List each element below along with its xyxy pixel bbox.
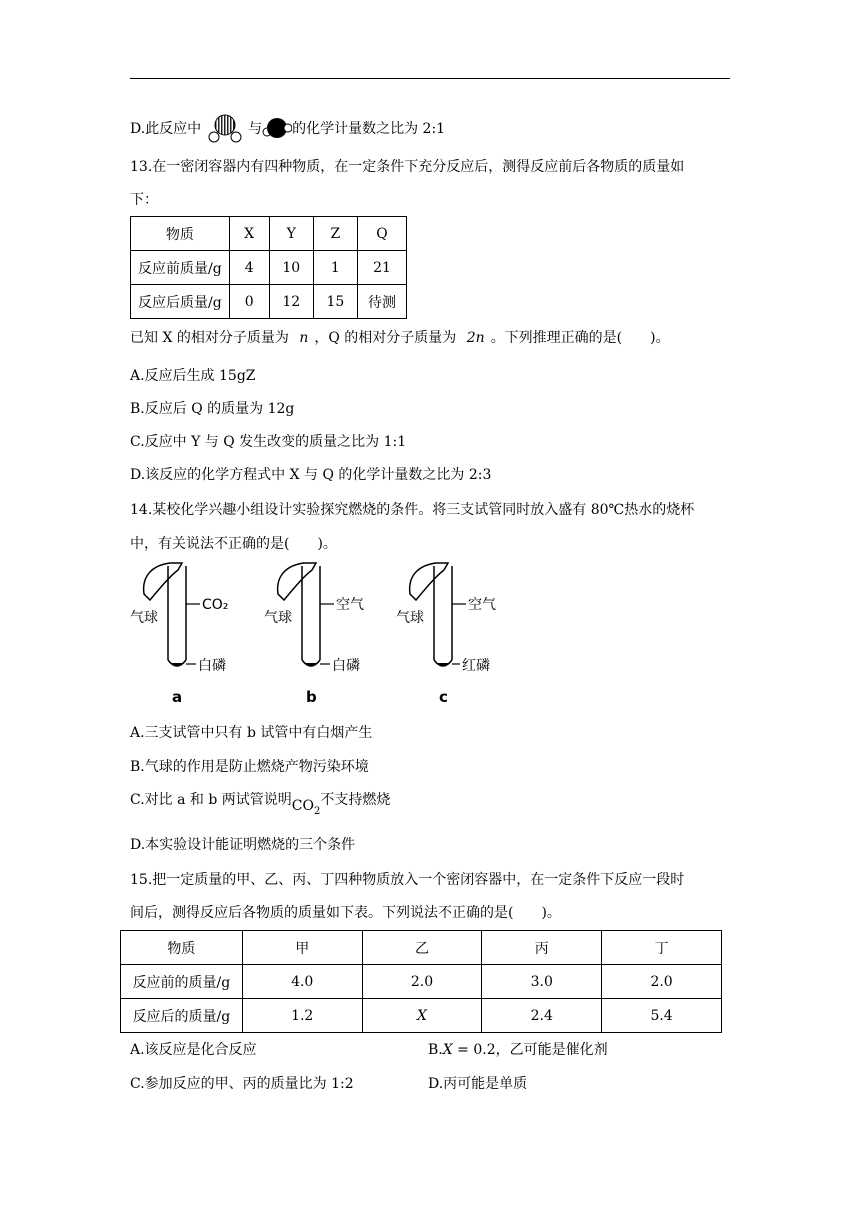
- table-header-cell: Q: [357, 217, 406, 251]
- gas-label: 空气: [336, 597, 364, 613]
- table-header-cell: 物质: [121, 931, 243, 965]
- table-cell: 10: [269, 251, 313, 285]
- balloon-label: 气球: [396, 610, 424, 626]
- table-header-cell: Z: [313, 217, 357, 251]
- solid-label: 白磷: [332, 658, 360, 674]
- test-tube-c: [396, 563, 496, 706]
- balloon-icon: [144, 563, 182, 600]
- solid-label: 白磷: [198, 658, 226, 674]
- table-cell: 21: [357, 251, 406, 285]
- test-tube-a: [130, 563, 228, 706]
- table-row: [121, 965, 722, 999]
- q14-option-a: A.三支试管中只有 b 试管中有白烟产生: [130, 725, 373, 741]
- balloon-icon: [278, 563, 316, 600]
- table-cell: 12: [269, 285, 313, 319]
- tube-id: b: [306, 688, 317, 706]
- phosphorus-icon: [436, 663, 450, 667]
- q14-option-c: C.对比 a 和 b 两试管说明$CO_2$不支持燃烧: [130, 792, 391, 817]
- table-header-cell: 丙: [482, 931, 602, 965]
- table-cell: 4: [229, 251, 269, 285]
- table-cell: 0: [229, 285, 269, 319]
- table-header-row: [121, 931, 722, 965]
- balloon-icon: [410, 563, 448, 600]
- table-cell: 4.0: [242, 965, 362, 999]
- table-header-cell: X: [229, 217, 269, 251]
- table-cell: 反应后质量/g: [131, 285, 230, 319]
- table-cell: 3.0: [482, 965, 602, 999]
- q14-option-b: B.气球的作用是防止燃烧产物污染环境: [130, 759, 369, 775]
- table-header-row: [131, 217, 407, 251]
- phosphorus-icon: [170, 663, 184, 667]
- gas-label: 空气: [468, 597, 496, 613]
- tube-id: c: [439, 688, 448, 706]
- q13-option-b: B.反应后 Q 的质量为 12g: [130, 401, 295, 417]
- balloon-label: 气球: [264, 610, 292, 626]
- table-header-cell: 乙: [362, 931, 482, 965]
- table-cell: 15: [313, 285, 357, 319]
- solid-label: 红磷: [462, 658, 490, 674]
- table-header-cell: 物质: [131, 217, 230, 251]
- q15-table: [120, 930, 722, 1033]
- test-tubes-figure: [130, 560, 510, 710]
- table-row: [131, 285, 407, 319]
- q13-known-info: 已知 X 的相对分子质量为 n ，Q 的相对分子质量为 2n 。下列推理正确的是( )。: [130, 330, 670, 346]
- q12-option-d: D.此反应中 与 的化学计量数之比为 2:1: [130, 114, 445, 144]
- test-tube-b: [264, 563, 364, 706]
- table-cell: 1.2: [242, 999, 362, 1033]
- table-row: [121, 999, 722, 1033]
- table-cell: 反应前质量/g: [131, 251, 230, 285]
- q15-option-b: B.X = 0.2，乙可能是催化剂: [428, 1042, 608, 1058]
- q14-option-d: D.本实验设计能证明燃烧的三个条件: [130, 837, 356, 853]
- table-cell: 5.4: [602, 999, 722, 1033]
- balloon-label: 气球: [130, 610, 158, 626]
- tube-id: a: [172, 688, 183, 706]
- q15-stem-line2: 间后，测得反应后各物质的质量如下表。下列说法不正确的是( )。: [130, 905, 561, 921]
- q13-stem-line2: 下：: [130, 192, 158, 208]
- hatched-atom-two-small-atoms-icon: [206, 114, 244, 144]
- table-cell: 2.0: [362, 965, 482, 999]
- q15-option-a: A.该反应是化合反应: [130, 1042, 257, 1058]
- q13-table: [130, 216, 407, 319]
- table-row: [131, 251, 407, 285]
- table-header-cell: 甲: [242, 931, 362, 965]
- table-cell: 反应后的质量/g: [121, 999, 243, 1033]
- table-cell: 待测: [357, 285, 406, 319]
- q14-stem-line1: 14.某校化学兴趣小组设计实验探究燃烧的条件。将三支试管同时放入盛有 80℃热水的烧杯: [130, 502, 695, 518]
- q15-option-c: C.参加反应的甲、丙的质量比为 1:2: [130, 1076, 354, 1092]
- q13-option-a: A.反应后生成 15gZ: [130, 368, 256, 384]
- table-header-cell: 丁: [602, 931, 722, 965]
- q15-option-d: D.丙可能是单质: [428, 1076, 528, 1092]
- table-cell: 反应前的质量/g: [121, 965, 243, 999]
- table-header-cell: Y: [269, 217, 313, 251]
- q13-option-d: D.该反应的化学方程式中 X 与 Q 的化学计量数之比为 2:3: [130, 467, 492, 483]
- co2-formula: $CO_2$: [291, 798, 321, 817]
- gas-label: CO₂: [202, 597, 229, 613]
- table-cell: X: [362, 999, 482, 1033]
- table-cell: 2.4: [482, 999, 602, 1033]
- header-rule: [130, 78, 730, 79]
- table-cell: 2.0: [602, 965, 722, 999]
- q13-stem-line1: 13.在一密闭容器内有四种物质，在一定条件下充分反应后，测得反应前后各物质的质量如: [130, 159, 685, 175]
- phosphorus-icon: [304, 663, 318, 667]
- table-cell: 1: [313, 251, 357, 285]
- q13-option-c: C.反应中 Y 与 Q 发生改变的质量之比为 1:1: [130, 434, 407, 450]
- q14-stem-line2: 中，有关说法不正确的是( )。: [130, 536, 337, 552]
- black-atom-one-small-atom-icon: [262, 116, 292, 142]
- q15-stem-line1: 15.把一定质量的甲、乙、丙、丁四种物质放入一个密闭容器中，在一定条件下反应一段时: [130, 872, 685, 888]
